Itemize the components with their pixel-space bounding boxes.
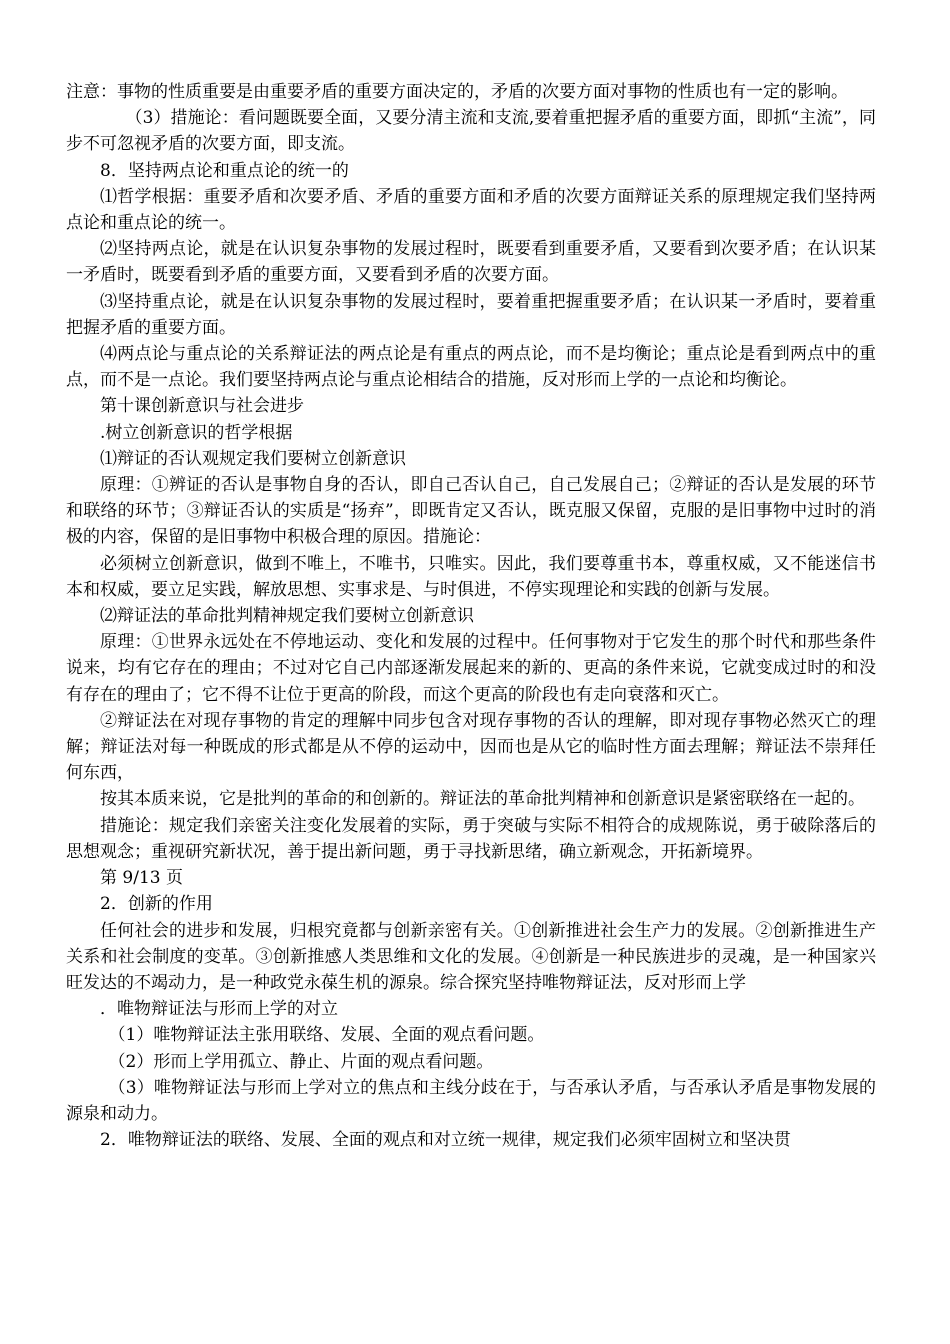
page-number: 第 9/13 页 — [100, 868, 183, 889]
paragraph: ②辩证法在对现存事物的肯定的理解中同步包含对现存事物的否认的理解，即对现存事物必然灭亡的理解；辩证法对每一种既成的形式都是从不停的运动中，因而也是从它的临时性方面去理解；辩证法不崇拜任何东西， — [66, 710, 876, 784]
paragraph: 任何社会的进步和发展，归根究竟都与创新亲密有关。①创新推进社会生产力的发展。②创新推进生产关系和社会制度的变革。③创新推感人类思维和文化的发展。④创新是一种民族进步的灵魂，是一种国家兴旺发达的不竭动力，是一种政党永葆生机的源泉。综合探究坚持唯物辩证法，反对形而上学 — [66, 920, 876, 993]
paragraph: 原理：①辨证的否认是事物自身的否认，即自己否认自己，自己发展自己；②辩证的否认是发展的环节和联络的环节；③辩证否认的实质是“扬弃”，即既肯定又否认，既克服又保留，克服的是旧事物中过时的消极的内容，保留的是旧事物中积极合理的原因。措施论： — [66, 475, 876, 548]
paragraph: 2．唯物辩证法的联络、发展、全面的观点和对立统一规律，规定我们必须牢固树立和坚决贯 — [100, 1130, 791, 1151]
subsection-heading: ⑵辩证法的革命批判精神规定我们要树立创新意识 — [100, 606, 474, 627]
section-heading: ．唯物辩证法与形而上学的对立 — [100, 999, 338, 1020]
paragraph: 注意：事物的性质重要是由重要矛盾的重要方面决定的，矛盾的次要方面对事物的性质也有一定的影响。 — [66, 82, 848, 102]
paragraph: 必须树立创新意识，做到不唯上，不唯书，只唯实。因此，我们要尊重书本，尊重权威，又不能迷信书本和权威，要立足实践，解放思想、实事求是、与时俱进，不停实现理论和实践的创新与发展。 — [66, 553, 876, 600]
paragraph: （3）措施论：看问题既要全面，又要分清主流和支流,要着重把握矛盾的重要方面，即抓“主流”，同步不可忽视矛盾的次要方面，即支流。 — [66, 108, 876, 155]
paragraph: 措施论：规定我们亲密关注变化发展着的实际，勇于突破与实际不相符合的成规陈说，勇于破除落后的思想观念；重视研究新状况，善于提出新问题，勇于寻找新思绪，确立新观念，开拓新境界。 — [66, 815, 876, 862]
lesson-heading: 第十课创新意识与社会进步 — [100, 396, 304, 417]
paragraph: ⑵坚持两点论，就是在认识复杂事物的发展过程时，既要看到重要矛盾，又要看到次要矛盾；在认识某一矛盾时，既要看到矛盾的重要方面，又要看到矛盾的次要方面。 — [66, 239, 876, 286]
list-item: （1）唯物辩证法主张用联络、发展、全面的观点看问题。 — [108, 1025, 545, 1046]
paragraph: ⑴哲学根据：重要矛盾和次要矛盾、矛盾的重要方面和矛盾的次要方面辩证关系的原理规定我们坚持两点论和重点论的统一。 — [66, 186, 876, 234]
paragraph: ⑷两点论与重点论的关系辩证法的两点论是有重点的两点论，而不是均衡论；重点论是看到两点中的重点，而不是一点论。我们要坚持两点论与重点论相结合的措施，反对形而上学的一点论和均衡论。 — [66, 344, 876, 391]
section-heading: .树立创新意识的哲学根据 — [100, 422, 293, 443]
section-heading: 8．坚持两点论和重点论的统一的 — [100, 160, 349, 181]
paragraph: 按其本质来说，它是批判的革命的和创新的。辩证法的革命批判精神和创新意识是紧密联络在一起的。 — [100, 789, 865, 810]
list-item: （3）唯物辩证法与形而上学对立的焦点和主线分歧在于，与否承认矛盾，与否承认矛盾是事物发展的源泉和动力。 — [66, 1077, 876, 1124]
list-item: （2）形而上学用孤立、静止、片面的观点看问题。 — [108, 1051, 494, 1072]
subsection-heading: ⑴辩证的否认观规定我们要树立创新意识 — [100, 448, 406, 469]
paragraph: 原理：①世界永远处在不停地运动、变化和发展的过程中。任何事物对于它发生的那个时代和那些条件说来，均有它存在的理由；不过对它自己内部逐渐发展起来的新的、更高的条件来说，它就变成过时的和没有存在的理由了；它不得不让位于更高的阶段，而这个更高的阶段也有走向衰落和灭亡。 — [66, 632, 876, 705]
paragraph: ⑶坚持重点论，就是在认识复杂事物的发展过程时，要着重把握重要矛盾；在认识某一矛盾时，要着重把握矛盾的重要方面。 — [66, 291, 876, 338]
section-heading: 2．创新的作用 — [100, 894, 213, 915]
